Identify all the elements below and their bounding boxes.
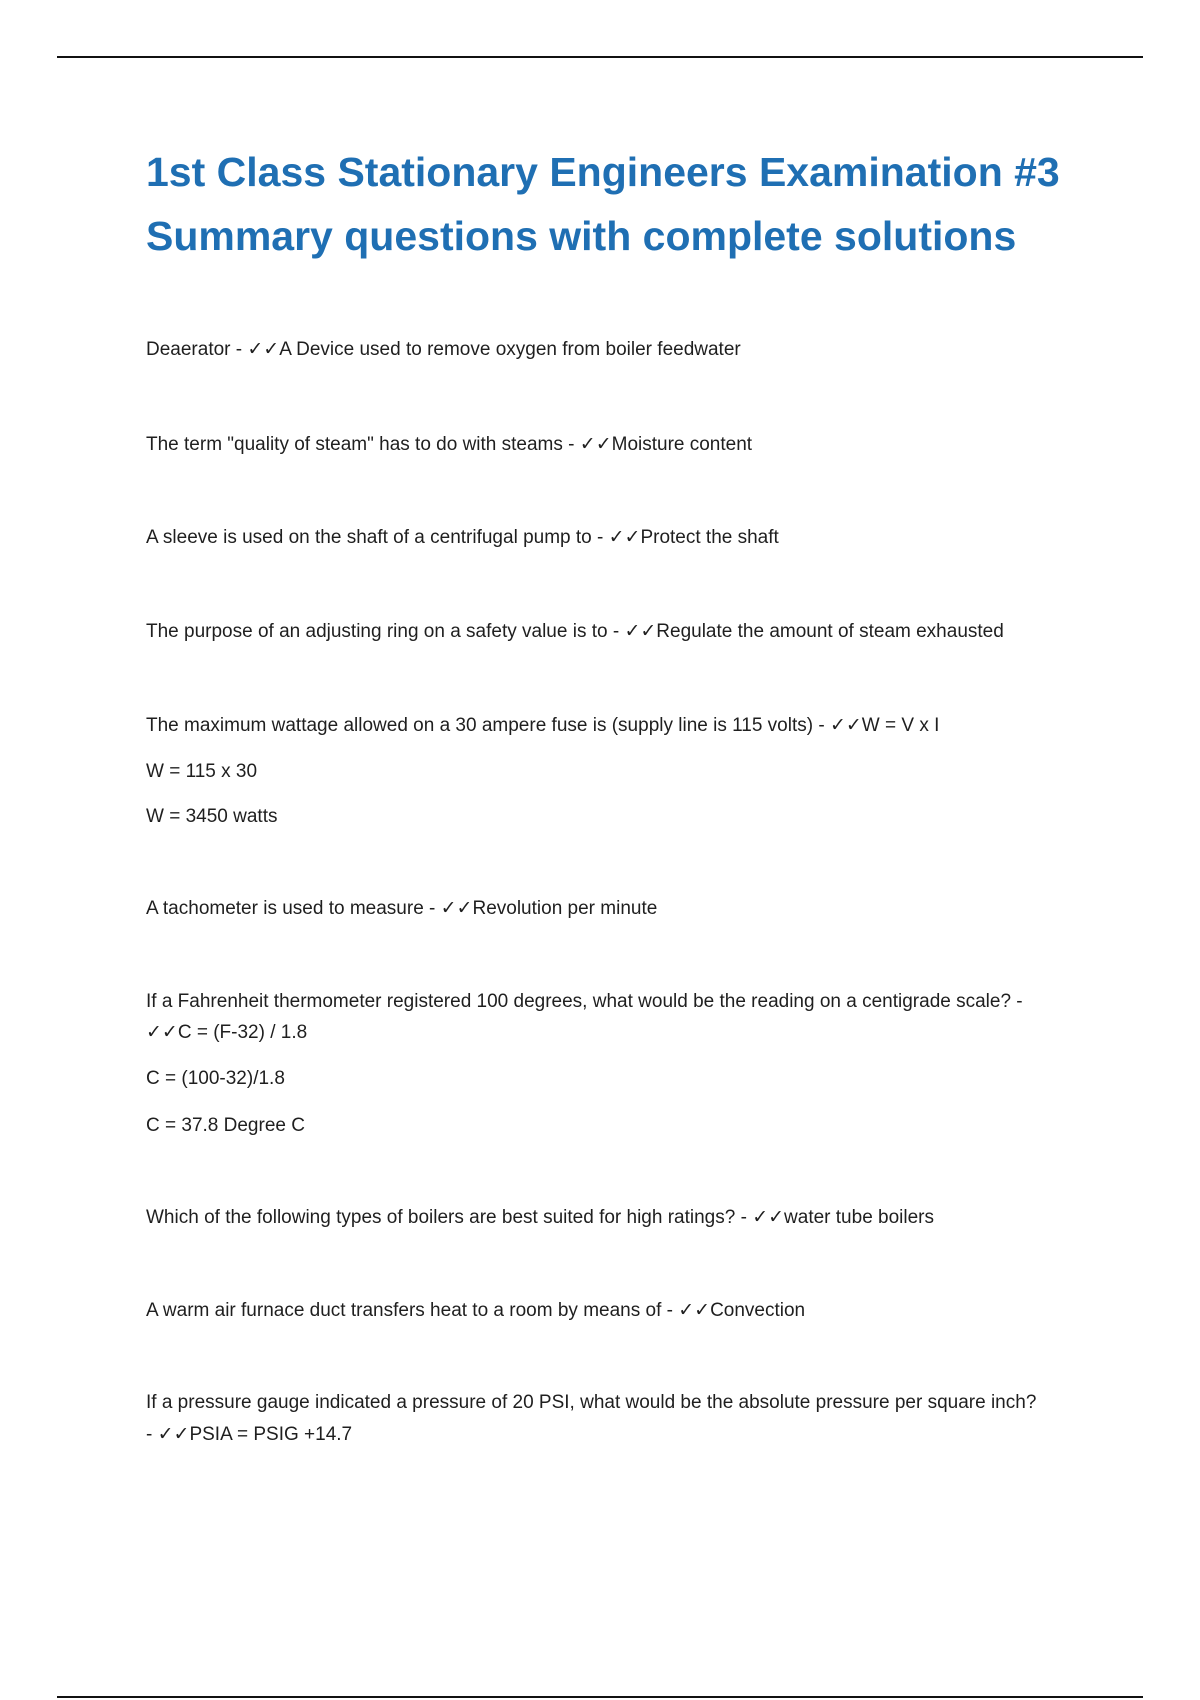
qa-max-wattage: The maximum wattage allowed on a 30 ampere fuse is (supply line is 115 volts) - ✓✓W = V x I: [146, 715, 940, 736]
qa-fahrenheit: If a Fahrenheit thermometer registered 100 degrees, what would be the reading on a centigrade scale? -: [146, 991, 1023, 1012]
qa-pressure-gauge: If a pressure gauge indicated a pressure of 20 PSI, what would be the absolute pressure per square inch?: [146, 1392, 1037, 1413]
qa-adjusting-ring: The purpose of an adjusting ring on a safety value is to - ✓✓Regulate the amount of steam exhausted: [146, 621, 1004, 642]
title-line-2: Summary questions with complete solutions: [146, 213, 1017, 259]
qa-pump-sleeve: A sleeve is used on the shaft of a centrifugal pump to - ✓✓Protect the shaft: [146, 527, 779, 548]
qa-fahrenheit-step-1: C = (100-32)/1.8: [146, 1068, 285, 1089]
qa-boiler-types: Which of the following types of boilers are best suited for high ratings? - ✓✓water tube boilers: [146, 1207, 935, 1228]
qa-max-wattage-step-2: W = 3450 watts: [146, 806, 278, 827]
qa-max-wattage-step-1: W = 115 x 30: [146, 761, 258, 782]
document-title: [146, 140, 1146, 268]
header-rule: [57, 56, 1143, 58]
qa-quality-of-steam: The term "quality of steam" has to do with steams - ✓✓Moisture content: [146, 434, 753, 455]
qa-warm-air-furnace: A warm air furnace duct transfers heat to a room by means of - ✓✓Convection: [146, 1300, 806, 1321]
qa-deaerator: Deaerator - ✓✓A Device used to remove oxygen from boiler feedwater: [146, 339, 741, 360]
title-line-1: 1st Class Stationary Engineers Examination #3: [146, 149, 1060, 195]
footer-rule: [57, 1696, 1143, 1698]
qa-fahrenheit-formula: ✓✓C = (F-32) / 1.8: [146, 1022, 308, 1043]
qa-pressure-gauge-formula: - ✓✓PSIA = PSIG +14.7: [146, 1424, 353, 1445]
qa-tachometer: A tachometer is used to measure - ✓✓Revolution per minute: [146, 898, 658, 919]
qa-fahrenheit-step-2: C = 37.8 Degree C: [146, 1115, 305, 1136]
